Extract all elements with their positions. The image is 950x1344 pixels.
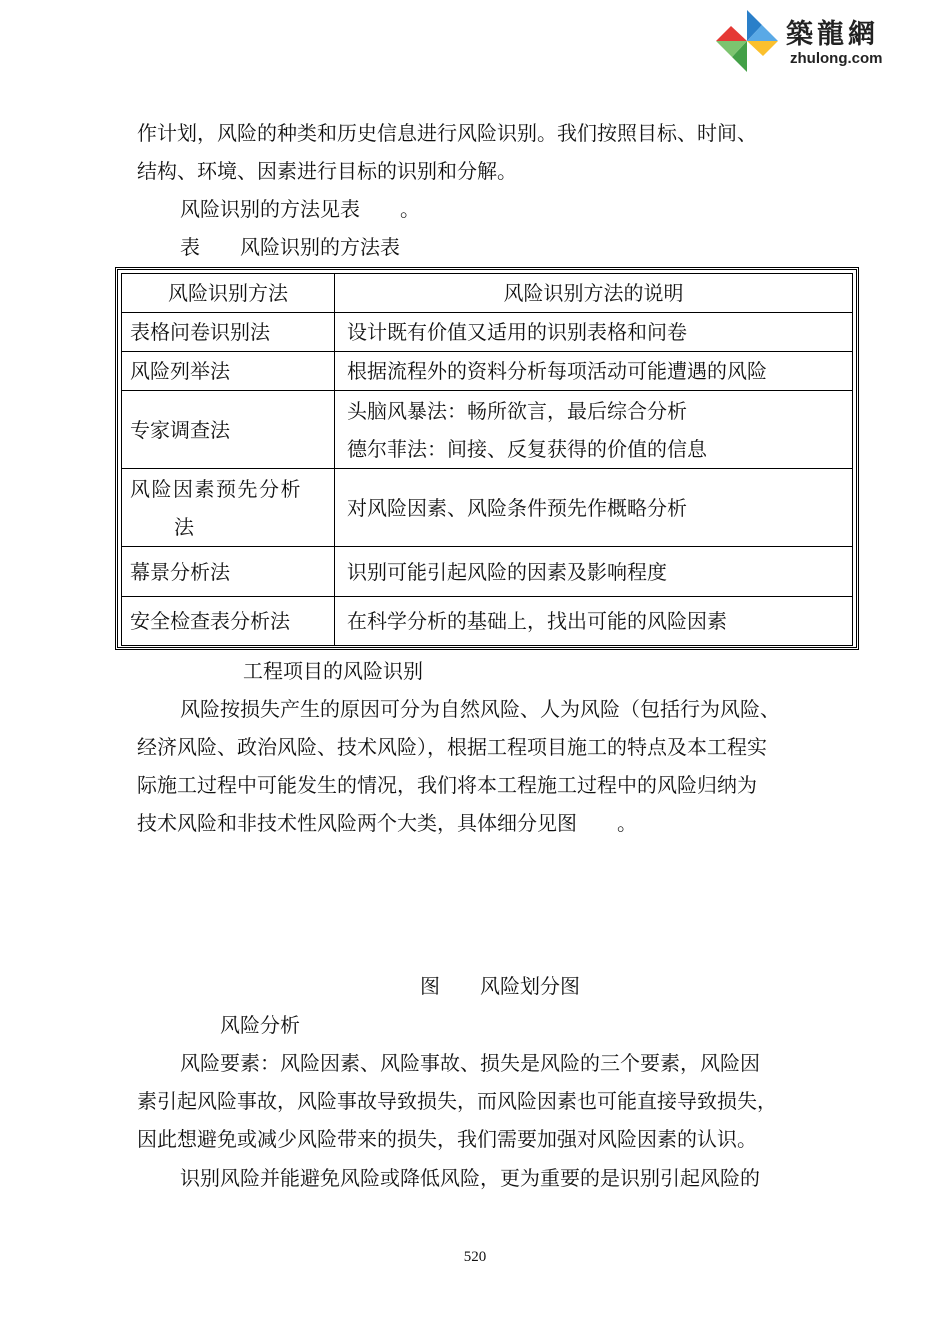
desc-cell: 对风险因素、风险条件预先作概略分析 [335,469,853,547]
zhulong-logo [712,8,912,74]
table-row [122,547,853,597]
section-heading: 工程项目的风险识别 [243,659,423,683]
desc-cell: 设计既有价值又适用的识别表格和问卷 [335,313,853,352]
paragraph-line: 际施工过程中可能发生的情况，我们将本工程施工过程中的风险归纳为 [137,773,757,797]
pinwheel-logo-icon [712,8,782,74]
paragraph-line: 识别风险并能避免风险或降低风险，更为重要的是识别引起风险的 [180,1166,760,1190]
method-cell: 风险列举法 [122,352,335,391]
table-header-method: 风险识别方法 [122,274,335,313]
desc-cell: 根据流程外的资料分析每项活动可能遭遇的风险 [335,352,853,391]
method-line: 风险因素预先分析 [130,476,302,501]
figure-caption: 图 风险划分图 [420,974,580,998]
method-cell: 幕景分析法 [122,547,335,597]
paragraph-line: 素引起风险事故，风险事故导致损失，而风险因素也可能直接导致损失， [137,1089,777,1113]
desc-line: 德尔菲法：间接、反复获得的价值的信息 [347,436,707,461]
table-row [122,352,853,391]
logo-english-name: zhulong.com [790,50,883,67]
desc-line: 头脑风暴法：畅所欲言，最后综合分析 [347,398,687,423]
paragraph-line: 经济风险、政治风险、技术风险），根据工程项目施工的特点及本工程实 [137,735,767,759]
logo-chinese-name: 築龍網 [786,19,879,50]
method-cell: 表格问卷识别法 [122,313,335,352]
desc-cell: 在科学分析的基础上，找出可能的风险因素 [335,597,853,646]
paragraph-line: 技术风险和非技术性风险两个大类，具体细分见图 。 [137,811,637,835]
table-row [122,391,853,469]
desc-cell: 识别可能引起风险的因素及影响程度 [335,547,853,597]
paragraph-line: 结构、环境、因素进行目标的识别和分解。 [137,159,517,183]
section-heading: 风险分析 [220,1013,300,1037]
method-cell [122,469,335,547]
method-cell: 安全检查表分析法 [122,597,335,646]
method-cell: 专家调查法 [122,391,335,469]
table-row [122,313,853,352]
desc-cell [335,391,853,469]
paragraph-line: 风险要素：风险因素、风险事故、损失是风险的三个要素，风险因 [180,1051,760,1075]
risk-method-table [115,267,859,650]
table-caption: 表 风险识别的方法表 [180,235,400,259]
paragraph-line: 风险按损失产生的原因可分为自然风险、人为风险（包括行为风险、 [180,697,780,721]
method-line: 法 [174,514,194,539]
table-header-desc: 风险识别方法的说明 [335,274,853,313]
table-row [122,597,853,646]
paragraph-line: 作计划，风险的种类和历史信息进行风险识别。我们按照目标、时间、 [137,121,757,145]
page-number: 520 [463,1249,487,1265]
paragraph-line: 因此想避免或减少风险带来的损失，我们需要加强对风险因素的认识。 [137,1127,757,1151]
table-row [122,469,853,547]
table-reference: 风险识别的方法见表 。 [180,197,420,221]
